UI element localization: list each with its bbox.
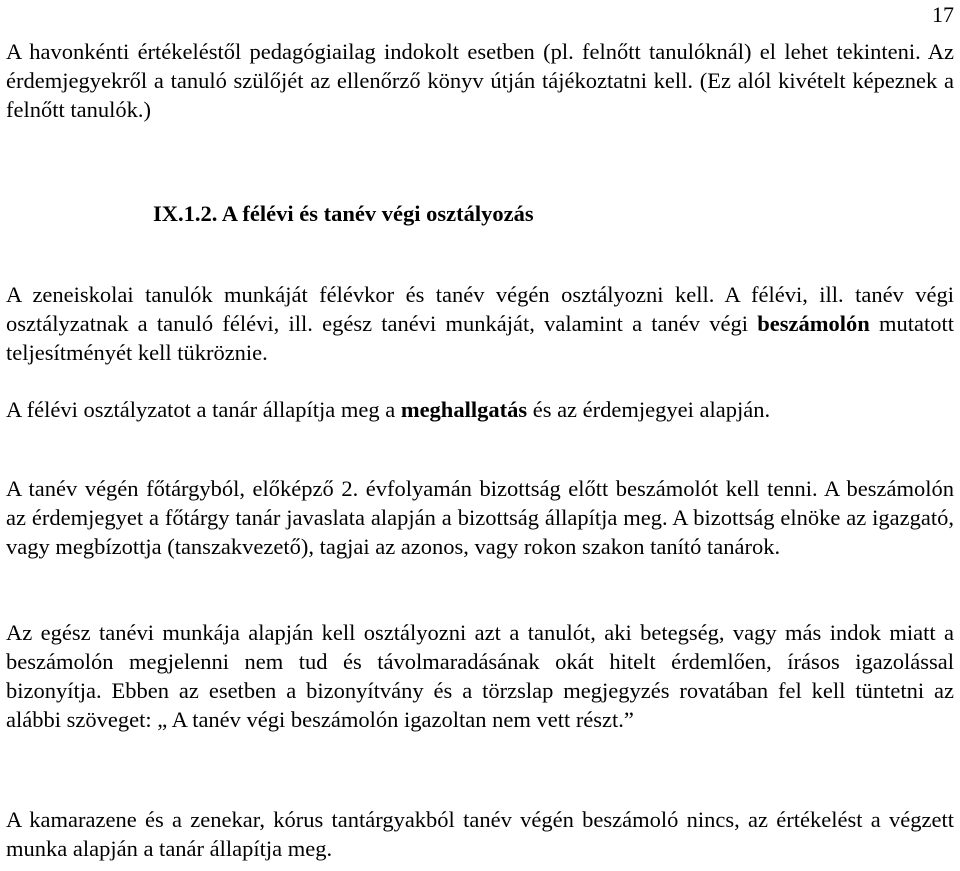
paragraph-absence: Az egész tanévi munkája alapján kell osztályozni azt a tanulót, aki betegség, vagy más indok miatt a beszámolón megjelenni nem tud és távolmaradásának okát hitelt érdemlően, írásos igazolással bizonyítja. Ebben az esetben a bizonyítvány és a törzslap megjegyzés rovatában fel kell tüntetni az alábbi szöveget: „ A tanév végi beszámolón igazoltan nem vett részt.” [6, 620, 954, 732]
paragraph-grading-overview [6, 280, 954, 367]
emphasis-meghallgatas: meghallgatás [400, 397, 528, 422]
paragraph-chamber-music: A kamarazene és a zenekar, kórus tantárgyakból tanév végén beszámoló nincs, az értékelést a végzett munka alapján a tanár állapítja meg. [6, 807, 954, 861]
intro-paragraph: A havonkénti értékeléstől pedagógiailag indokolt esetben (pl. felnőtt tanulóknál) el lehet tekinteni. Az érdemjegyekről a tanuló szülőjét az ellenőrző könyv útján tájékoztatni kell. (Ez alól kivételt képeznek a felnőtt tanulók.) [6, 39, 954, 122]
paragraph-text: mutatott teljesítményét kell tükröznie. [6, 311, 954, 365]
emphasis-beszamolon: beszámolón [757, 311, 870, 336]
paragraph-text: A félévi osztályzatot a tanár állapítja meg a [6, 397, 401, 422]
page-number: 17 [932, 2, 954, 27]
section-number: IX.1.2. [153, 201, 218, 226]
paragraph-text: A zeneiskolai tanulók munkáját félévkor és tanév végén osztályozni kell. A félévi, ill. tanév végi osztályzatnak a tanuló félévi, ill. egész tanévi munkáját, valamint a tanév végi [6, 282, 954, 336]
paragraph-committee: A tanév végén főtárgyból, előképző 2. évfolyamán bizottság előtt beszámolót kell tenni. A beszámolón az érdemjegyet a főtárgy tanár javaslata alapján a bizottság állapítja meg. A bizottság elnöke az igazgató, vagy megbízottja (tanszakvezető), tagjai az azonos, vagy rokon szakon tanító tanárok. [6, 476, 954, 559]
section-title: A félévi és tanév végi osztályozás [221, 201, 534, 226]
paragraph-text: és az érdemjegyei alapján. [527, 397, 771, 422]
paragraph-semester-grade [6, 395, 954, 424]
section-heading [153, 199, 534, 228]
